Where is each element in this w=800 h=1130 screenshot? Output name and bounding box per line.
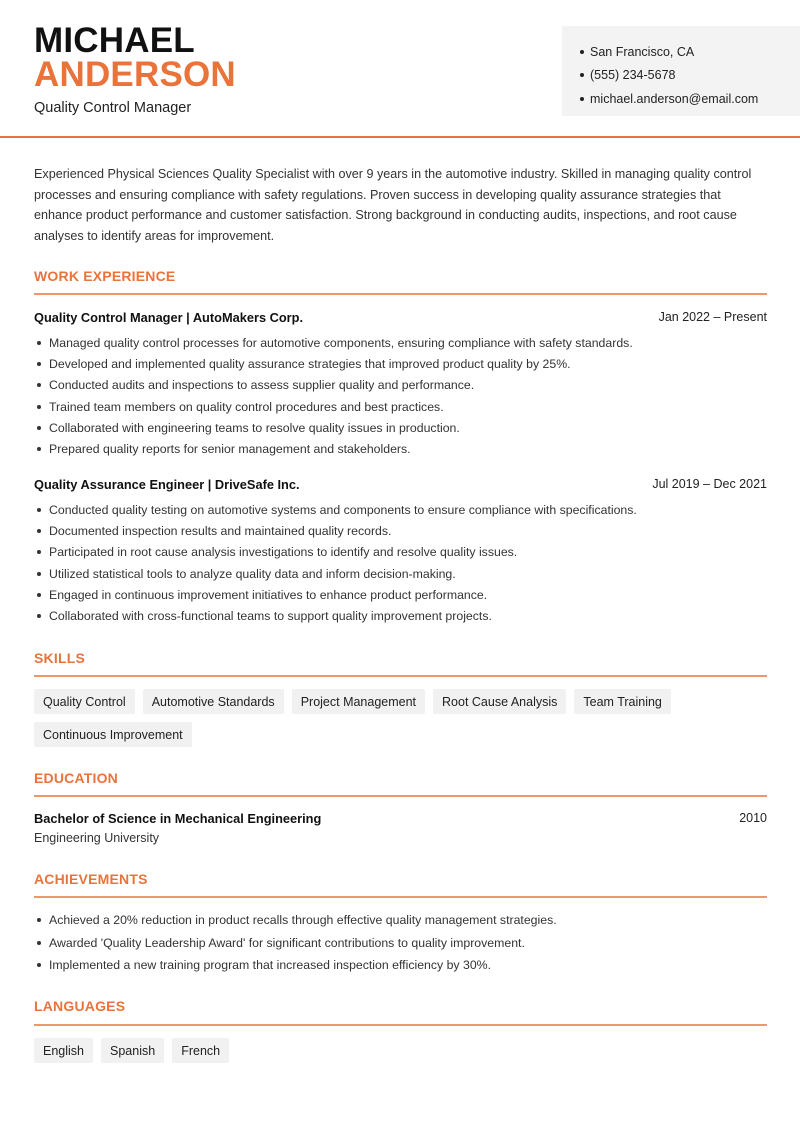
education-degree: Bachelor of Science in Mechanical Engineering (34, 811, 322, 826)
bullet-icon (580, 50, 584, 54)
list-item-text: Achieved a 20% reduction in product recalls through effective quality management strategies. (49, 913, 557, 928)
list-item-text: Conducted audits and inspections to assess supplier quality and performance. (49, 378, 475, 393)
bullet-icon (37, 918, 41, 922)
list-item (34, 909, 767, 932)
list-item (34, 438, 767, 459)
list-item-text: Managed quality control processes for automotive components, ensuring compliance with safety standards. (49, 335, 633, 350)
bullet-icon (37, 529, 41, 533)
achievements-list (34, 909, 767, 977)
section-divider (34, 1024, 767, 1026)
skill-tag: Quality Control (34, 689, 135, 714)
last-name: ANDERSON (34, 55, 236, 94)
list-item (34, 542, 767, 563)
skill-tag: Team Training (574, 689, 671, 714)
contact-email (580, 87, 800, 111)
list-item-text: Participated in root cause analysis investigations to identify and resolve quality issues. (49, 545, 518, 560)
bullet-icon (37, 508, 41, 512)
bullet-icon (580, 73, 584, 77)
contact-location-text: San Francisco, CA (590, 44, 695, 59)
bullet-icon (37, 447, 41, 451)
list-item (34, 353, 767, 374)
languages-tag-list (34, 1038, 767, 1063)
bullet-icon (37, 572, 41, 576)
language-tag: French (172, 1038, 229, 1063)
section-title-work: WORK EXPERIENCE (34, 268, 176, 284)
education-year: 2010 (739, 811, 767, 825)
list-item (34, 584, 767, 605)
bullet-icon (37, 614, 41, 618)
list-item (34, 932, 767, 955)
skill-tag: Continuous Improvement (34, 722, 192, 747)
section-divider (34, 675, 767, 677)
job-dates: Jan 2022 – Present (658, 310, 767, 324)
section-divider (34, 896, 767, 898)
list-item (34, 499, 767, 520)
bullet-icon (37, 550, 41, 554)
bullet-icon (37, 362, 41, 366)
bullet-icon (37, 941, 41, 945)
list-item-text: Collaborated with cross-functional teams to support quality improvement projects. (49, 609, 492, 624)
section-title-languages: LANGUAGES (34, 998, 126, 1014)
bullet-icon (37, 593, 41, 597)
language-tag: Spanish (101, 1038, 164, 1063)
contact-box (562, 26, 800, 116)
education-school: Engineering University (34, 831, 160, 845)
bullet-icon (37, 383, 41, 387)
section-divider (34, 293, 767, 295)
bullet-icon (37, 405, 41, 409)
bullet-icon (37, 963, 41, 967)
section-title-skills: SKILLS (34, 650, 85, 666)
list-item-text: Awarded 'Quality Leadership Award' for significant contributions to quality improvement. (49, 935, 525, 950)
job-dates: Jul 2019 – Dec 2021 (652, 477, 767, 491)
list-item (34, 520, 767, 541)
section-title-education: EDUCATION (34, 770, 118, 786)
contact-phone-text: (555) 234-5678 (590, 68, 676, 83)
skill-tag: Automotive Standards (143, 689, 284, 714)
language-tag: English (34, 1038, 93, 1063)
contact-location (580, 40, 800, 64)
list-item (34, 605, 767, 626)
bullet-icon (37, 426, 41, 430)
list-item (34, 375, 767, 396)
first-name: MICHAEL (34, 21, 195, 60)
list-item-text: Implemented a new training program that increased inspection efficiency by 30%. (49, 958, 492, 973)
contact-phone (580, 64, 800, 88)
summary-text: Experienced Physical Sciences Quality Specialist with over 9 years in the automotive industry. Skilled in managing quality control processes and ensuring compliance with safety regulations. Proven success in developing quality assurance strategies that enhance product performance and customer satisfaction. Strong background in conducting audits, inspections, and root cause analyses to identify areas for improvement. (34, 167, 752, 243)
bullet-icon (37, 341, 41, 345)
bullet-icon (580, 97, 584, 101)
list-item (34, 954, 767, 977)
list-item-text: Utilized statistical tools to analyze quality data and inform decision-making. (49, 566, 456, 581)
job-heading: Quality Assurance Engineer | DriveSafe Inc. (34, 477, 300, 492)
skill-tag: Root Cause Analysis (433, 689, 566, 714)
job-bullet-list (34, 332, 767, 460)
list-item-text: Prepared quality reports for senior management and stakeholders. (49, 442, 411, 457)
skill-tag: Project Management (292, 689, 425, 714)
list-item-text: Developed and implemented quality assurance strategies that improved product quality by 25%. (49, 356, 571, 371)
list-item-text: Conducted quality testing on automotive systems and components to ensure compliance with specifications. (49, 502, 637, 517)
section-divider (34, 795, 767, 797)
job-heading: Quality Control Manager | AutoMakers Corp. (34, 310, 304, 325)
section-title-achievements: ACHIEVEMENTS (34, 871, 148, 887)
list-item (34, 332, 767, 353)
list-item-text: Documented inspection results and maintained quality records. (49, 523, 392, 538)
resume-header (0, 0, 800, 138)
list-item (34, 396, 767, 417)
header-divider (0, 136, 800, 138)
list-item (34, 417, 767, 438)
contact-email-text: michael.anderson@email.com (590, 91, 759, 106)
list-item (34, 563, 767, 584)
list-item-text: Trained team members on quality control procedures and best practices. (49, 399, 444, 414)
job-title: Quality Control Manager (34, 100, 192, 116)
list-item-text: Engaged in continuous improvement initiatives to enhance product performance. (49, 587, 488, 602)
list-item-text: Collaborated with engineering teams to resolve quality issues in production. (49, 420, 460, 435)
skills-tag-list (34, 689, 767, 747)
job-bullet-list (34, 499, 767, 627)
